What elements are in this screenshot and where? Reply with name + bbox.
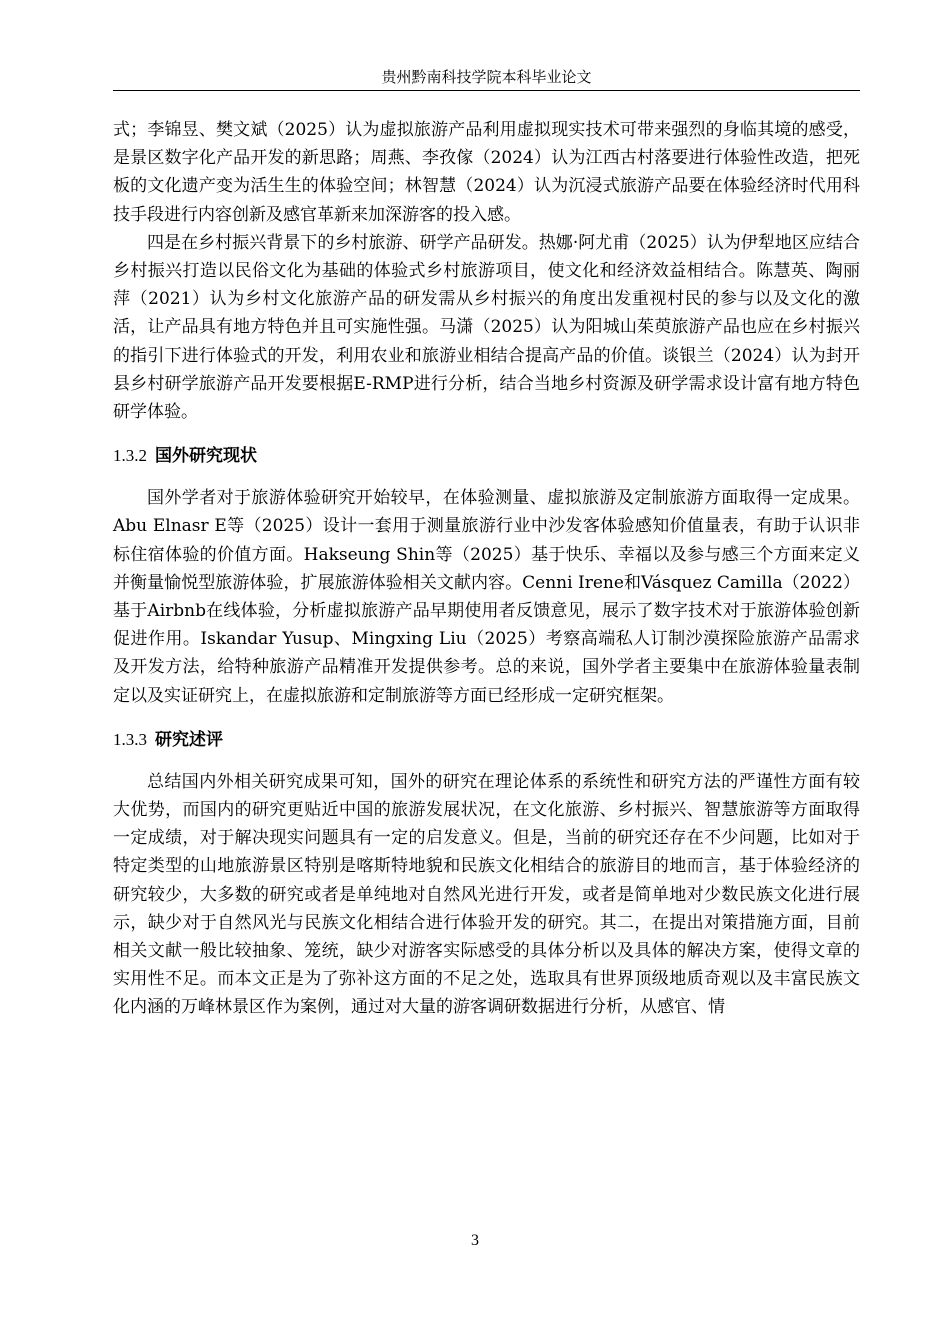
section-number: 1.3.3 [113,729,147,749]
paragraph-continued: 式；李锦昱、樊文斌（2025）认为虚拟旅游产品利用虚拟现实技术可带来强烈的身临其境的感受，是景区数字化产品开发的新思路；周燕、李孜傢（2024）认为江西古村落要进行体验性改造，把死板的文化遗产变为活生生的体验空间；林智慧（2024）认为沉浸式旅游产品要在体验经济时代用科技手段进行内容创新及感官革新来加深游客的投入感。 [113,120,860,225]
page-header [113,66,860,91]
section-heading-1-3-3 [113,726,860,754]
header-title: 贵州黔南科技学院本科毕业论文 [381,68,592,86]
document-body [113,116,860,1022]
paragraph-foreign-research: 国外学者对于旅游体验研究开始较早，在体验测量、虚拟旅游及定制旅游方面取得一定成果。Abu Elnasr E等（2025）设计一套用于测量旅游行业中沙发客体验感知价值量表，有助于认识非标住宿体验的价值方面。Hakseung Shin等（2025）基于快乐、幸福以及参与感三个方面来定义并衡量愉悦型旅游体验，扩展旅游体验相关文献内容。Cenni Irene和Vásquez Camilla（2022）基于Airbnb在线体验，分析虚拟旅游产品早期使用者反馈意见，展示了数字技术对于旅游体验创新促进作用。Iskandar Yusup、Mingxing Liu（2025）考察高端私人订制沙漠探险旅游产品需求及开发方法，给特种旅游产品精准开发提供参考。总的来说，国外学者主要集中在旅游体验量表制定以及实证研究上，在虚拟旅游和定制旅游等方面已经形成一定研究框架。 [113,488,860,706]
page-number: 3 [471,1232,479,1249]
section-title: 研究述评 [155,729,223,750]
section-number: 1.3.2 [113,446,147,466]
paragraph-rural-tourism: 四是在乡村振兴背景下的乡村旅游、研学产品研发。热娜·阿尤甫（2025）认为伊犁地区应结合乡村振兴打造以民俗文化为基础的体验式乡村旅游项目，使文化和经济效益相结合。陈慧英、陶丽萍（2021）认为乡村文化旅游产品的研发需从乡村振兴的角度出发重视村民的参与以及文化的激活，让产品具有地方特色并且可实施性强。马潇（2025）认为阳城山茱萸旅游产品也应在乡村振兴的指引下进行体验式的开发，利用农业和旅游业相结合提高产品的价值。谈银兰（2024）认为封开县乡村研学旅游产品开发要根据E-RMP进行分析，结合当地乡村资源及研学需求设计富有地方特色研学体验。 [113,232,860,423]
section-heading-1-3-2 [113,442,860,470]
section-title: 国外研究现状 [155,446,257,467]
paragraph-research-review: 总结国内外相关研究成果可知，国外的研究在理论体系的系统性和研究方法的严谨性方面有较大优势，而国内的研究更贴近中国的旅游发展状况，在文化旅游、乡村振兴、智慧旅游等方面取得一定成绩，对于解决现实问题具有一定的启发意义。但是，当前的研究还存在不少问题，比如对于特定类型的山地旅游景区特别是喀斯特地貌和民族文化相结合的旅游目的地而言，基于体验经济的研究较少，大多数的研究或者是单纯地对自然风光进行开发，或者是简单地对少数民族文化进行展示，缺少对于自然风光与民族文化相结合进行体验开发的研究。其二，在提出对策措施方面，目前相关文献一般比较抽象、笼统，缺少对游客实际感受的具体分析以及具体的解决方案，使得文章的实用性不足。而本文正是为了弥补这方面的不足之处，选取具有世界顶级地质奇观以及丰富民族文化内涵的万峰林景区作为案例，通过对大量的游客调研数据进行分析，从感官、情 [113,771,860,1018]
